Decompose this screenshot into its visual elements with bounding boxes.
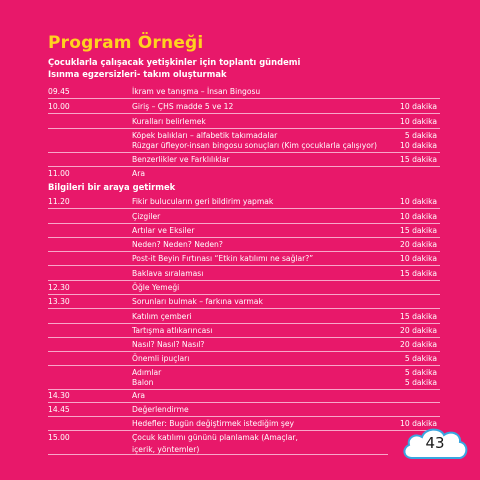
schedule-row: [48, 196, 440, 209]
schedule-row: [48, 239, 440, 252]
row-activity: Fikir bulucuların geri bildirim yapmak: [132, 197, 274, 206]
schedule-row: [48, 418, 440, 431]
row-duration: 5 dakika: [404, 354, 437, 363]
row-duration: 10 dakika: [400, 212, 437, 221]
schedule-row: [48, 404, 440, 417]
schedule-row: [48, 86, 440, 99]
row-activity: Kuralları belirlemek: [132, 117, 206, 126]
schedule-row: [48, 268, 440, 281]
row-activity: Çizgiler: [132, 212, 161, 221]
row-activity: Tartışma atlıkarıncası: [132, 326, 213, 335]
row-activity: Adımlar: [132, 368, 162, 377]
row-time: 14.45: [48, 405, 70, 414]
section-heading: Bilgileri bir araya getirmek: [48, 182, 176, 192]
row-time: 11.00: [48, 169, 70, 178]
page-title: Program Örneği: [48, 33, 204, 53]
schedule-row: [48, 311, 440, 324]
schedule-row: [48, 390, 440, 403]
row-duration: 10 dakika: [400, 419, 437, 428]
row-duration: 20 dakika: [400, 326, 437, 335]
row-activity: Ara: [132, 169, 145, 178]
row-duration: 15 dakika: [400, 226, 437, 235]
row-duration: 10 dakika: [400, 197, 437, 206]
schedule-row: [48, 225, 440, 238]
row-activity: Giriş – ÇHS madde 5 ve 12: [132, 102, 234, 111]
schedule-row: [48, 325, 440, 338]
row-duration: 15 dakika: [400, 269, 437, 278]
schedule-row: [48, 168, 440, 180]
subtitle-agenda: Çocuklarla çalışacak yetişkinler için toplantı gündemi: [48, 57, 301, 67]
row-activity: Sorunları bulmak – farkına varmak: [132, 297, 263, 306]
row-activity: Değerlendirme: [132, 405, 189, 414]
schedule-row: [48, 253, 440, 266]
row-duration: 5 dakika: [404, 131, 437, 140]
row-duration: 20 dakika: [400, 340, 437, 349]
row-activity: İkram ve tanışma – İnsan Bingosu: [132, 87, 261, 96]
row-duration-second: 10 dakika: [400, 141, 437, 150]
schedule-row: [48, 296, 440, 309]
schedule-row: [48, 211, 440, 224]
subtitle-warmup: Isınma egzersizleri- takım oluşturmak: [48, 69, 227, 79]
row-activity: Çocuk katılımı gününü planlamak (Amaçlar,: [132, 433, 298, 442]
row-activity: Baklava sıralaması: [132, 269, 204, 278]
schedule-row: [48, 154, 440, 167]
row-activity: Artılar ve Eksiler: [132, 226, 195, 235]
row-activity-second: Balon: [132, 378, 154, 387]
row-activity: Benzerlikler ve Farklılıklar: [132, 155, 230, 164]
schedule-row: [48, 432, 388, 455]
row-time: 15.00: [48, 433, 70, 442]
row-duration: 5 dakika: [404, 368, 437, 377]
row-activity-second: Rüzgar üfleyor-insan bingosu sonuçları (Kim çocuklarla çalışıyor): [132, 141, 377, 150]
row-activity: Önemli ipuçları: [132, 354, 190, 363]
row-activity: Katılım çemberi: [132, 312, 192, 321]
schedule-row: [48, 116, 440, 129]
row-time: 13.30: [48, 297, 70, 306]
row-time: 09.45: [48, 87, 70, 96]
row-activity: Hedefler: Bugün değiştirmek istediğim şey: [132, 419, 295, 428]
row-duration: 10 dakika: [400, 254, 437, 263]
row-activity-second: içerik, yöntemler): [132, 445, 200, 454]
row-activity: Nasıl? Nasıl? Nasıl?: [132, 340, 205, 349]
row-activity: Köpek balıkları – alfabetik takımadalar: [132, 131, 278, 140]
row-time: 14.30: [48, 391, 70, 400]
row-duration: 20 dakika: [400, 240, 437, 249]
row-activity: Öğle Yemeği: [132, 283, 180, 292]
schedule-row: [48, 367, 440, 390]
schedule-row: [48, 353, 440, 366]
row-duration: 15 dakika: [400, 312, 437, 321]
schedule-row: [48, 282, 440, 295]
page-number: 43: [425, 434, 445, 452]
row-activity: Ara: [132, 391, 145, 400]
row-time: 11.20: [48, 197, 70, 206]
row-duration-second: 5 dakika: [404, 378, 437, 387]
row-time: 10.00: [48, 102, 70, 111]
schedule-row: [48, 130, 440, 153]
schedule-row: [48, 339, 440, 352]
row-time: 12.30: [48, 283, 70, 292]
row-duration: 10 dakika: [400, 102, 437, 111]
schedule-row: [48, 101, 440, 114]
row-duration: 10 dakika: [400, 117, 437, 126]
row-duration: 15 dakika: [400, 155, 437, 164]
row-activity: Post-it Beyin Fırtınası “Etkin katılımı ne sağlar?”: [132, 254, 314, 263]
row-activity: Neden? Neden? Neden?: [132, 240, 223, 249]
